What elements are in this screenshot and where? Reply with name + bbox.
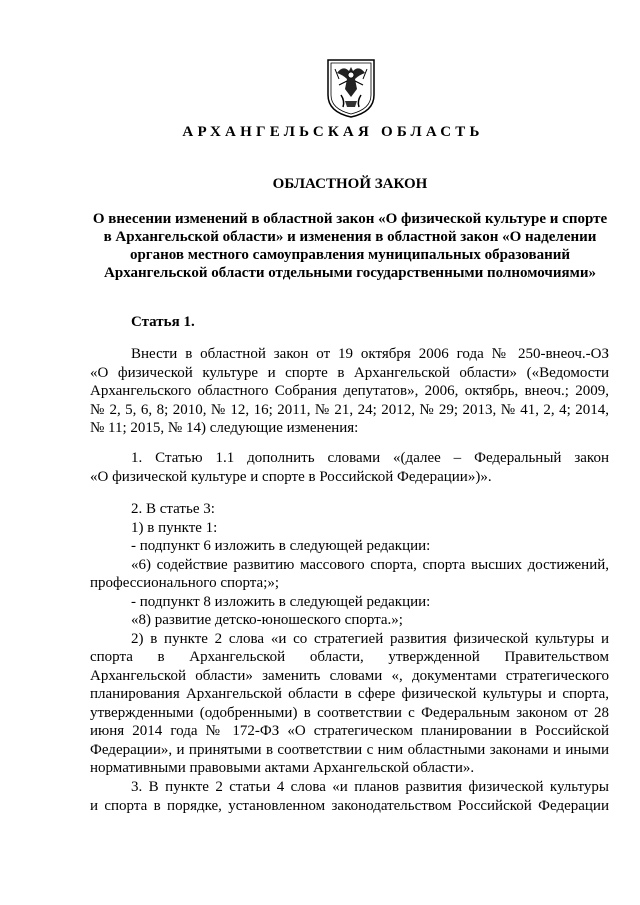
paragraph-line: Федерации», и принятыми в соответствии с ним областными законами и иными [90,741,609,758]
paragraph-line: нормативными правовыми актами Архангельской области». [90,760,475,776]
paragraph [90,778,609,815]
paragraph-line: - подпункт 8 изложить в следующей редакции: [131,593,431,610]
paragraph-line: 1) в пункте 1: [131,519,218,536]
paragraph-line: планирования Архангельской области в сфере физической культуры и спорта, [90,686,609,702]
paragraph-line: профессионального спорта;»; [90,575,280,591]
paragraph-line: «6) содействие развитию массового спорта, спорта высших достижений, [131,556,609,573]
paragraph-line: спорта в Архангельской области, утвержденной Правительством [90,649,609,665]
paragraph-line: 2) в пункте 2 слова «и со стратегией развития физической культуры и [131,630,609,647]
paragraph-line: 2. В статье 3: [131,501,215,517]
paragraph-line: 1. Статью 1.1 дополнить словами «(далее – Федеральный закон [131,450,609,466]
paragraph-line: Архангельской области» заменить словами «, документами стратегического [90,667,609,684]
paragraph [90,345,609,438]
paragraph-line: утвержденными (одобренными) в соответствии с Федеральным законом от 28 [90,704,609,721]
law-title [90,210,610,282]
law-title-line: О внесении изменений в областной закон «О физической культуре и спорте [92,211,608,227]
paragraph-line: Архангельского областного Собрания депутатов», 2006, октябрь, внеоч.; 2009, [90,383,609,399]
law-type: ОБЛАСТНОЙ ЗАКОН [272,176,428,192]
law-title-line: в Архангельской области» и изменения в областной закон «О наделении [103,229,597,245]
paragraph-line: «О физической культуре и спорте в Архангельской области» («Ведомости [90,364,609,381]
paragraph-line: «О физической культуре и спорте в Российской Федерации»)». [90,468,492,485]
paragraph-line: № 2, 5, 6, 8; 2010, № 12, 16; 2011, № 21, 24; 2012, № 29; 2013, № 41, 2, 4; 2014, [90,401,609,418]
paragraph [90,449,609,486]
paragraph-line: - подпункт 6 изложить в следующей редакции: [131,538,431,554]
coat-of-arms-icon [325,57,377,119]
paragraph-line: № 11; 2015, № 14) следующие изменения: [90,420,359,436]
region-name: АРХАНГЕЛЬСКАЯ ОБЛАСТЬ [182,124,484,140]
law-title-line: Архангельской области отдельными государственными полномочиями» [104,265,596,281]
paragraph-line: 3. В пункте 2 статьи 4 слова «и планов развития физической культуры [131,779,609,795]
paragraph-line: Внести в областной закон от 19 октября 2006 года № 250-внеоч.-ОЗ [131,346,609,362]
article-heading: Статья 1. [131,314,195,330]
paragraph [90,500,609,778]
paragraph-line: и спорта в порядке, установленном законодательством Российской Федерации [90,797,609,814]
paragraph-line: июня 2014 года № 172-ФЗ «О стратегическом планировании в Российской [90,723,609,739]
law-title-line: органов местного самоуправления муниципальных образований [129,247,571,263]
paragraph-line: «8) развитие детско-юношеского спорта.»; [131,612,403,628]
